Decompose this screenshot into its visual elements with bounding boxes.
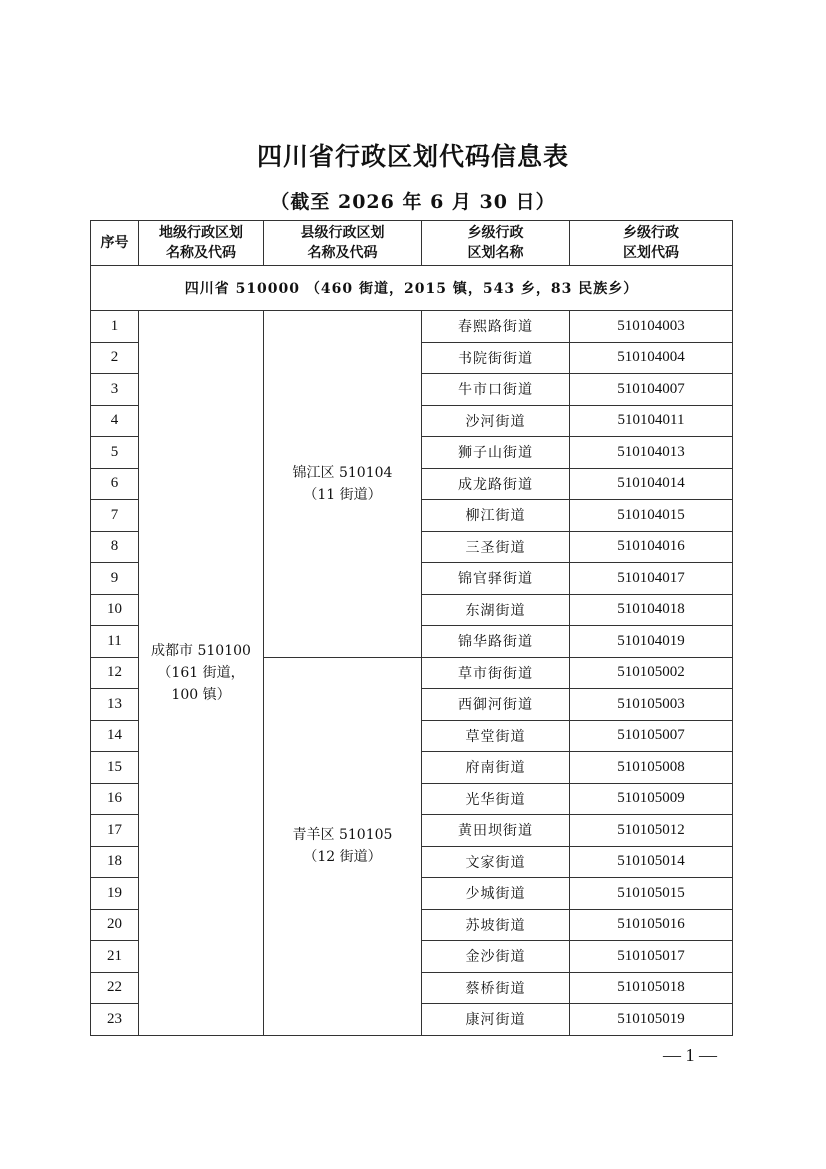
header-town-code: [570, 221, 733, 266]
page-subtitle: （截至 2026 年 6 月 30 日）: [270, 191, 556, 213]
town-name: 狮子山街道: [422, 437, 570, 469]
town-name: 柳江街道: [422, 500, 570, 532]
town-code: 510104017: [570, 563, 733, 595]
town-code: 510104014: [570, 468, 733, 500]
town-name: 锦官驿街道: [422, 563, 570, 595]
row-seq: 4: [91, 405, 139, 437]
town-code: 510104004: [570, 342, 733, 374]
row-seq: 17: [91, 815, 139, 847]
row-seq: 13: [91, 689, 139, 721]
county-line2: （11 街道）: [303, 486, 382, 503]
row-seq: 2: [91, 342, 139, 374]
town-code: 510105003: [570, 689, 733, 721]
county-line1: 锦江区 510104: [292, 464, 393, 481]
town-name: 三圣街道: [422, 531, 570, 563]
town-code: 510105008: [570, 752, 733, 784]
town-code: 510104018: [570, 594, 733, 626]
header-town-name: [422, 221, 570, 266]
row-seq: 16: [91, 783, 139, 815]
town-code: 510105012: [570, 815, 733, 847]
town-name: 春熙路街道: [422, 311, 570, 343]
row-seq: 11: [91, 626, 139, 658]
town-name: 牛市口街道: [422, 374, 570, 406]
town-name: 西御河街道: [422, 689, 570, 721]
header-county-line2: 名称及代码: [307, 245, 378, 261]
row-seq: 8: [91, 531, 139, 563]
division-code-table: [90, 220, 733, 1036]
row-seq: 6: [91, 468, 139, 500]
town-name: 金沙街道: [422, 941, 570, 973]
row-seq: 10: [91, 594, 139, 626]
row-seq: 23: [91, 1004, 139, 1036]
row-seq: 1: [91, 311, 139, 343]
page-title: 四川省行政区划代码信息表: [256, 142, 569, 171]
town-name: 文家街道: [422, 846, 570, 878]
city-cell: [139, 311, 264, 1036]
town-name: 沙河街道: [422, 405, 570, 437]
row-seq: 19: [91, 878, 139, 910]
header-city-line2: 名称及代码: [166, 245, 236, 261]
province-summary: 四川省 510000 （460 街道，2015 镇，543 乡，83 民族乡）: [91, 266, 733, 311]
town-code: 510104011: [570, 405, 733, 437]
town-name: 府南街道: [422, 752, 570, 784]
county-cell: [264, 311, 422, 658]
town-code: 510105009: [570, 783, 733, 815]
county-line1: 青羊区 510105: [292, 827, 393, 843]
row-seq: 5: [91, 437, 139, 469]
row-seq: 18: [91, 846, 139, 878]
header-town-code-line1: 乡级行政: [623, 225, 679, 241]
header-town-code-line2: 区划代码: [623, 245, 679, 261]
city-line2: （161 街道，: [157, 664, 245, 681]
town-code: 510104015: [570, 500, 733, 532]
town-code: 510104007: [570, 374, 733, 406]
town-name: 草堂街道: [422, 720, 570, 752]
town-name: 少城街道: [422, 878, 570, 910]
town-name: 锦华路街道: [422, 626, 570, 658]
town-code: 510105019: [570, 1004, 733, 1036]
city-line3: 100 镇）: [171, 686, 231, 703]
header-county-line1: 县级行政区划: [300, 225, 385, 241]
town-code: 510104013: [570, 437, 733, 469]
town-name: 蔡桥街道: [422, 972, 570, 1004]
row-seq: 21: [91, 941, 139, 973]
town-code: 510105016: [570, 909, 733, 941]
table-header-row: [91, 221, 733, 266]
town-name: 成龙路街道: [422, 468, 570, 500]
town-code: 510105014: [570, 846, 733, 878]
header-seq: 序号: [91, 221, 139, 266]
header-town-name-line1: 乡级行政: [467, 225, 524, 241]
row-seq: 12: [91, 657, 139, 689]
header-town-name-line2: 区划名称: [467, 245, 524, 261]
row-seq: 14: [91, 720, 139, 752]
header-county: [264, 221, 422, 266]
row-seq: 9: [91, 563, 139, 595]
town-code: 510105007: [570, 720, 733, 752]
city-line1: 成都市 510100: [151, 642, 251, 659]
table-row: [91, 311, 733, 343]
row-seq: 22: [91, 972, 139, 1004]
province-row: [91, 266, 733, 311]
row-seq: 7: [91, 500, 139, 532]
town-name: 光华街道: [422, 783, 570, 815]
town-code: 510105015: [570, 878, 733, 910]
row-seq: 15: [91, 752, 139, 784]
row-seq: 20: [91, 909, 139, 941]
county-line2: （12 街道）: [303, 849, 382, 865]
town-code: 510104016: [570, 531, 733, 563]
town-code: 510105017: [570, 941, 733, 973]
page-number: — 1 —: [663, 1045, 717, 1065]
town-code: 510105002: [570, 657, 733, 689]
town-name: 东湖街道: [422, 594, 570, 626]
town-name: 黄田坝街道: [422, 815, 570, 847]
town-name: 苏坡街道: [422, 909, 570, 941]
town-code: 510104019: [570, 626, 733, 658]
county-cell: [264, 657, 422, 1035]
town-name: 书院街街道: [422, 342, 570, 374]
town-code: 510105018: [570, 972, 733, 1004]
row-seq: 3: [91, 374, 139, 406]
header-city-line1: 地级行政区划: [159, 225, 243, 241]
town-name: 草市街街道: [422, 657, 570, 689]
town-code: 510104003: [570, 311, 733, 343]
header-city: [139, 221, 264, 266]
town-name: 康河街道: [422, 1004, 570, 1036]
